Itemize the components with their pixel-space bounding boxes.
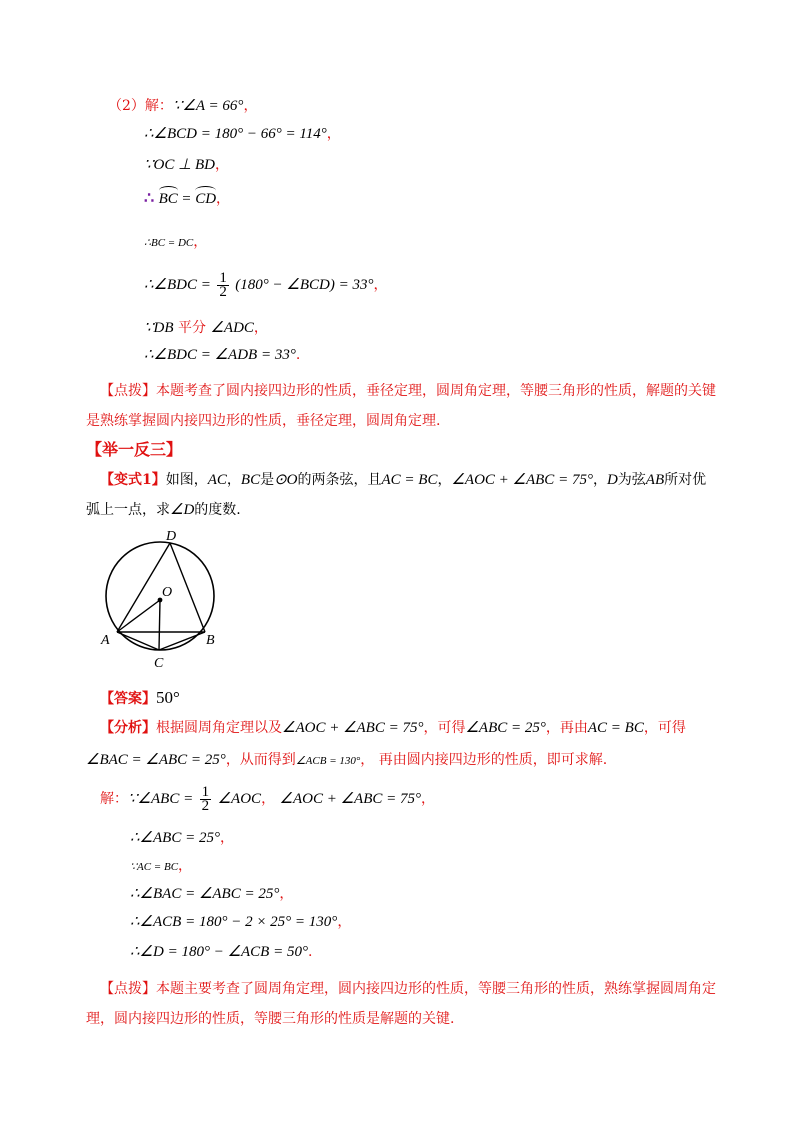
part2-line6: ∴∠BDC = $\frac{1}{2}$ (180° − ∠BCD) = 33°， <box>144 269 388 300</box>
tip-paragraph-2: 【点拨】本题主要考查了圆周角定理，圆内接四边形的性质，等腰三角形的性质，熟练掌握圆周角定 理，圆内接四边形的性质，等腰三角形的性质是解题的关键. <box>86 981 716 1027</box>
answer-value: 50° <box>156 688 180 707</box>
part2-line8: ∴∠BDC = ∠ADB = 33°. <box>144 347 301 363</box>
part2-line5: ∴BC = DC， <box>144 234 208 250</box>
circle-figure <box>96 524 236 674</box>
fraction-half-2: $\frac{1}{2}$ <box>201 783 210 814</box>
solution-line1: 解：∵∠ABC = $\frac{1}{2}$ ∠AOC， ∠AOC + ∠ABC = 75°， <box>100 783 435 814</box>
part2-line7: ∵DB 平分 ∠ADC， <box>144 320 268 336</box>
label-o: O <box>162 585 173 600</box>
variant-line2: 弧上一点，求∠D的度数. <box>86 502 241 518</box>
analysis-line1: 【分析】根据圆周角定理以及∠AOC + ∠ABC = 75°，可得∠ABC = 25°，再由AC = BC，可得 <box>100 720 686 736</box>
part2-line3: ∵OC ⊥ BD， <box>144 157 229 173</box>
segment-bd <box>170 543 205 632</box>
solution-line5: ∴∠ACB = 180° − 2 × 25° = 130°， <box>130 914 352 930</box>
solution-line3: ∵AC = BC， <box>130 858 193 874</box>
fraction-half: $\frac{1}{2}$ <box>219 269 227 300</box>
label-a: A <box>101 633 110 648</box>
part2-line4: ∴ BC = CD， <box>144 188 231 207</box>
segment-oc <box>159 600 160 650</box>
solution-line4: ∴∠BAC = ∠ABC = 25°， <box>130 886 294 902</box>
solution-line6: ∴∠D = 180° − ∠ACB = 50°. <box>130 944 313 960</box>
label-d: D <box>166 529 177 544</box>
tip-paragraph-1: 【点拨】本题考查了圆内接四边形的性质，垂径定理，圆周角定理，等腰三角形的性质，解题的关键 是熟练掌握圆内接四边形的性质，垂径定理，圆周角定理. <box>86 383 716 429</box>
part2-line1: （2）解：∵∠A = 66°， <box>108 98 258 114</box>
section-heading: 【举一反三】 <box>86 440 183 459</box>
answer-line: 【答案】50° <box>100 688 180 707</box>
part2-line2: ∴∠BCD = 180° − 66° = 114°， <box>144 126 341 142</box>
variant-line1: 【变式1】如图，AC，BC是⊙O的两条弦，且AC = BC，∠AOC + ∠ABC = 75°，D为弦AB所对优 <box>100 472 707 488</box>
segment-ac <box>117 632 159 650</box>
segment-ao <box>117 600 160 632</box>
arc-bc: BC <box>158 191 178 207</box>
arc-cd: CD <box>195 191 217 207</box>
label-c: C <box>154 656 164 671</box>
solution-line2: ∴∠ABC = 25°， <box>130 830 234 846</box>
label-b: B <box>206 633 215 648</box>
analysis-line2: ∠BAC = ∠ABC = 25°，从而得到∠ACB = 130°， 再由圆内接四边形的性质，即可求解. <box>86 752 608 768</box>
tip-label: 【点拨】 <box>100 383 156 399</box>
segment-bc <box>159 632 205 650</box>
